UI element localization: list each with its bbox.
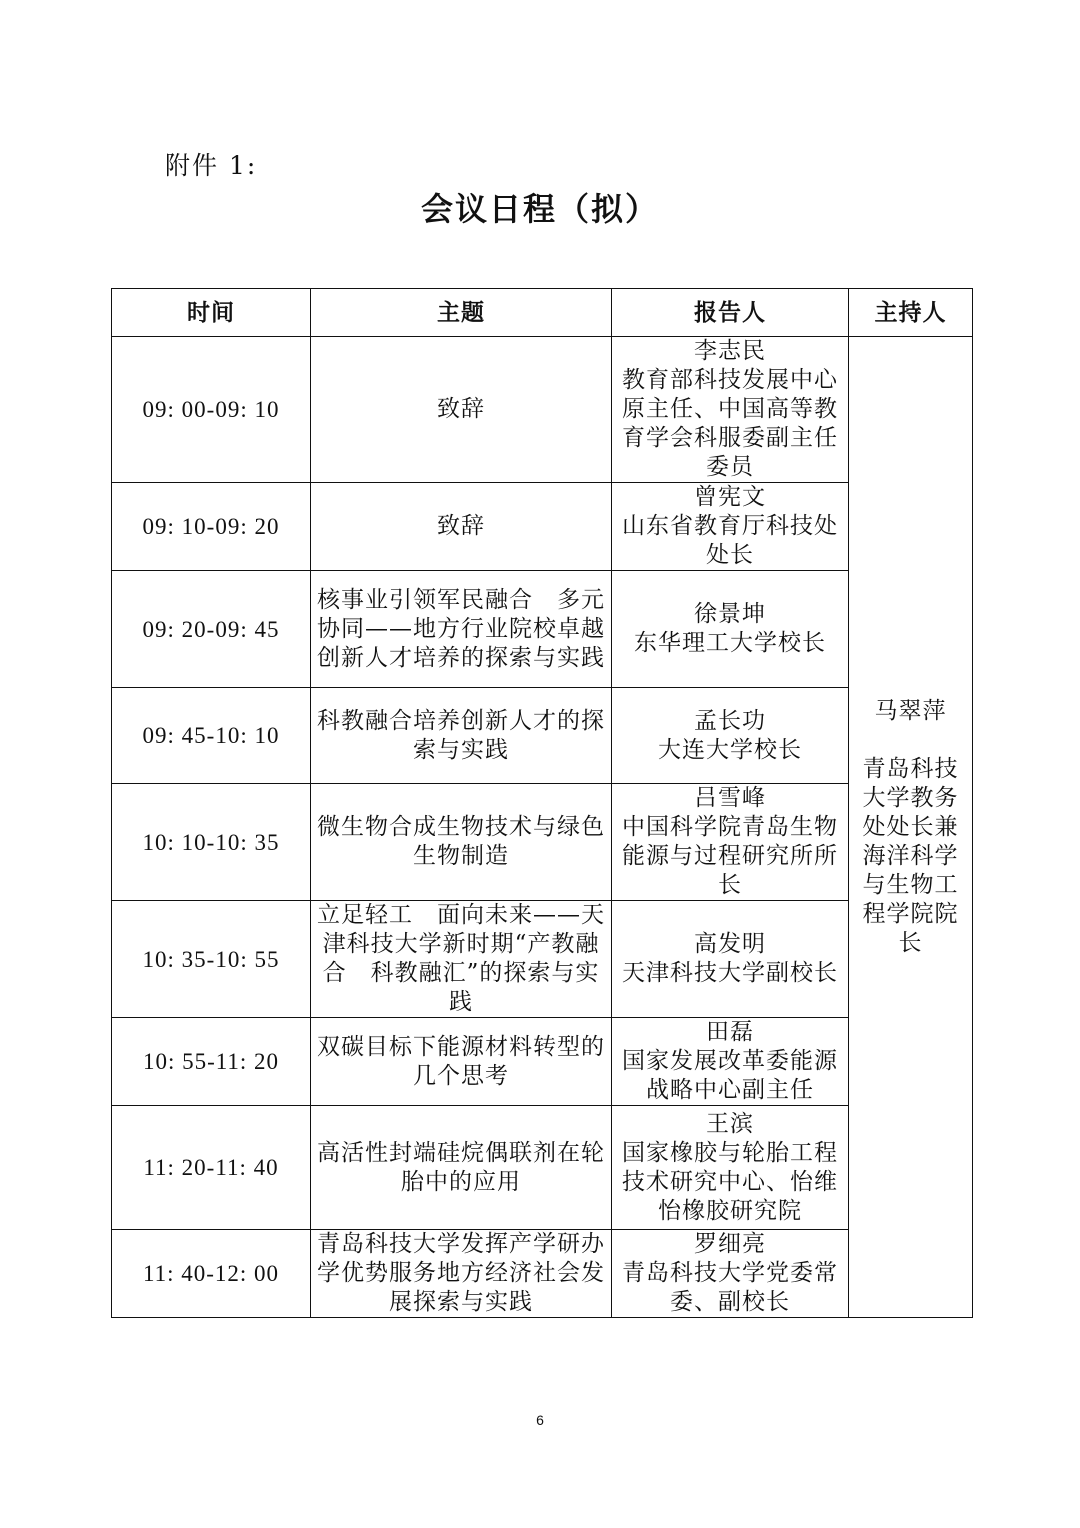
reporter-title: 山东省教育厅科技处处长 xyxy=(622,513,838,568)
table-header-row xyxy=(112,289,973,337)
reporter-title: 青岛科技大学党委常委、副校长 xyxy=(622,1260,838,1315)
reporter-title: 东华理工大学校长 xyxy=(634,630,826,656)
reporter-cell xyxy=(612,337,849,483)
table-row xyxy=(112,1018,973,1106)
page-title: 会议日程（拟） xyxy=(420,190,659,228)
topic-cell: 高活性封端硅烷偶联剂在轮胎中的应用 xyxy=(311,1106,612,1230)
time-cell: 09: 00-09: 10 xyxy=(112,337,311,483)
table-row xyxy=(112,483,973,571)
topic-cell: 立足轻工 面向未来——天津科技大学新时期“产教融合 科教融汇”的探索与实践 xyxy=(311,901,612,1018)
reporter-title: 天津科技大学副校长 xyxy=(622,960,838,986)
reporter-title: 大连大学校长 xyxy=(658,736,802,763)
reporter-name: 徐景坤 xyxy=(694,601,766,627)
table-row xyxy=(112,784,973,901)
reporter-name: 罗细亮 xyxy=(694,1231,766,1257)
time-cell: 10: 10-10: 35 xyxy=(112,784,311,901)
table-row xyxy=(112,688,973,784)
reporter-title: 国家发展改革委能源战略中心副主任 xyxy=(622,1048,838,1103)
time-cell: 11: 20-11: 40 xyxy=(112,1106,311,1230)
reporter-name: 王滨 xyxy=(706,1110,754,1137)
time-cell: 09: 10-09: 20 xyxy=(112,483,311,571)
reporter-cell xyxy=(612,483,849,571)
reporter-cell xyxy=(612,688,849,784)
reporter-name: 吕雪峰 xyxy=(694,785,766,811)
time-cell: 09: 45-10: 10 xyxy=(112,688,311,784)
attachment-label: 附件 1: xyxy=(165,151,258,180)
column-header-host: 主持人 xyxy=(849,289,973,337)
reporter-name: 田磊 xyxy=(706,1019,754,1045)
topic-cell: 青岛科技大学发挥产学研办学优势服务地方经济社会发展探索与实践 xyxy=(311,1230,612,1318)
topic-cell: 科教融合培养创新人才的探索与实践 xyxy=(311,688,612,784)
reporter-cell xyxy=(612,1230,849,1318)
table-row xyxy=(112,1106,973,1230)
time-cell: 11: 40-12: 00 xyxy=(112,1230,311,1318)
table-row xyxy=(112,1230,973,1318)
topic-cell: 核事业引领军民融合 多元协同——地方行业院校卓越创新人才培养的探索与实践 xyxy=(311,571,612,688)
time-cell: 09: 20-09: 45 xyxy=(112,571,311,688)
reporter-cell xyxy=(612,901,849,1018)
reporter-cell xyxy=(612,1106,849,1230)
reporter-cell xyxy=(612,571,849,688)
reporter-cell xyxy=(612,784,849,901)
reporter-cell xyxy=(612,1018,849,1106)
time-cell: 10: 55-11: 20 xyxy=(112,1018,311,1106)
reporter-name: 孟长功 xyxy=(694,707,766,734)
time-cell: 10: 35-10: 55 xyxy=(112,901,311,1018)
topic-cell: 致辞 xyxy=(311,337,612,483)
reporter-name: 李志民 xyxy=(694,338,766,364)
column-header-reporter: 报告人 xyxy=(612,289,849,337)
table-row xyxy=(112,571,973,688)
reporter-title: 国家橡胶与轮胎工程技术研究中心、怡维怡橡胶研究院 xyxy=(622,1139,838,1224)
page-number: 6 xyxy=(536,1412,544,1428)
column-header-time: 时间 xyxy=(112,289,311,337)
host-title: 青岛科技大学教务处处长兼海洋科学与生物工程学院院长 xyxy=(862,755,959,956)
reporter-name: 高发明 xyxy=(694,931,766,957)
host-name: 马翠萍 xyxy=(874,697,947,724)
topic-cell: 双碳目标下能源材料转型的几个思考 xyxy=(311,1018,612,1106)
reporter-title: 中国科学院青岛生物能源与过程研究所所长 xyxy=(622,814,838,898)
topic-cell: 致辞 xyxy=(311,483,612,571)
table-row xyxy=(112,901,973,1018)
host-cell xyxy=(849,337,973,1318)
topic-cell: 微生物合成生物技术与绿色生物制造 xyxy=(311,784,612,901)
reporter-name: 曾宪文 xyxy=(694,484,766,510)
table-row xyxy=(112,337,973,483)
reporter-title: 教育部科技发展中心原主任、中国高等教育学会科服委副主任委员 xyxy=(622,367,838,480)
column-header-topic: 主题 xyxy=(311,289,612,337)
schedule-table xyxy=(111,288,973,1318)
